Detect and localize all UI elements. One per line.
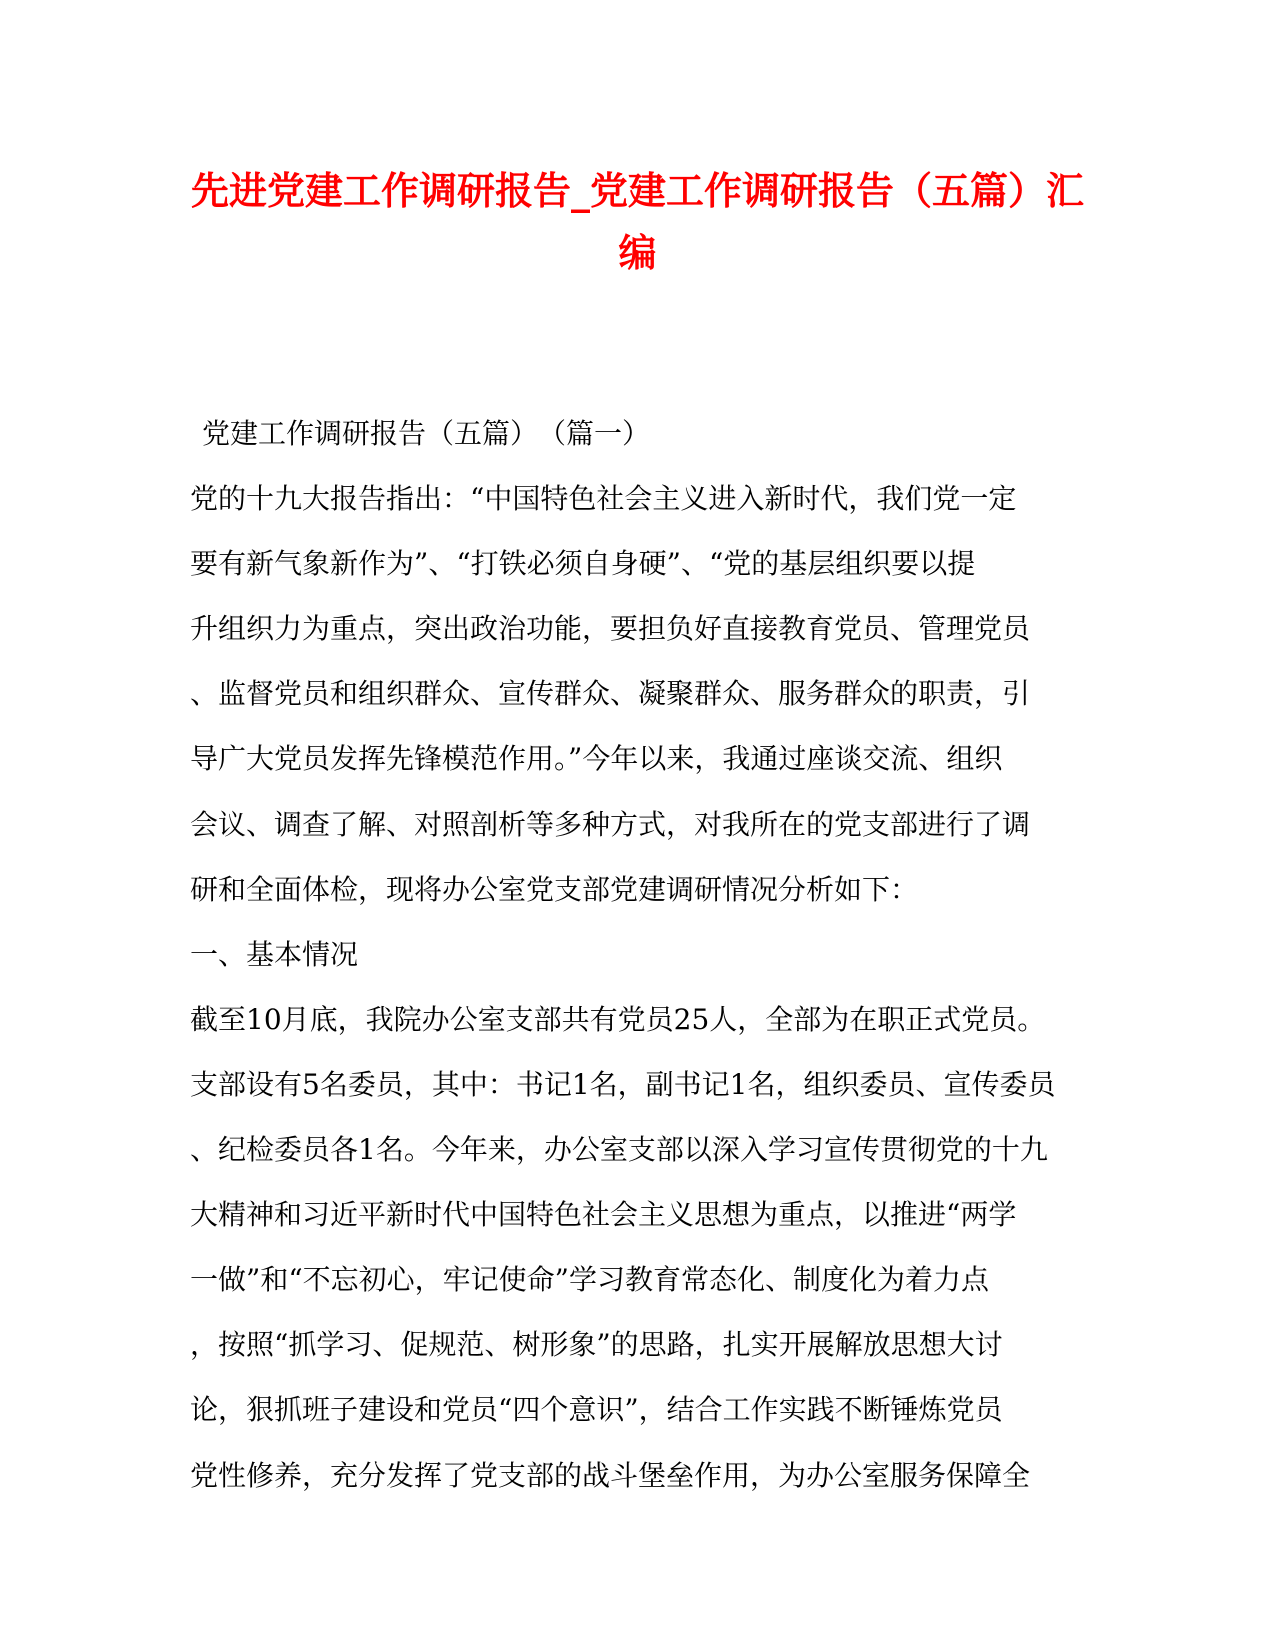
body-line: 会议、调查了解、对照剖析等多种方式，对我所在的党支部进行了调 (190, 807, 1031, 841)
document-body (190, 401, 1095, 1508)
body-line: 研和全面体检，现将办公室党支部党建调研情况分析如下： (190, 872, 919, 906)
body-line: ，按照“抓学习、促规范、树形象”的思路，扎实开展解放思想大讨 (190, 1328, 1003, 1362)
body-line: 一做”和“不忘初心，牢记使命”学习教育常态化、制度化为着力点 (190, 1263, 989, 1297)
body-line: 大精神和习近平新时代中国特色社会主义思想为重点，以推进“两学 (190, 1198, 1017, 1232)
title-line-1: 先进党建工作调研报告_党建工作调研报告（五篇）汇 (190, 168, 1084, 213)
body-line: 党性修养，充分发挥了党支部的战斗堡垒作用，为办公室服务保障全 (190, 1458, 1031, 1492)
section-subtitle: 党建工作调研报告（五篇） （篇一） (202, 417, 651, 450)
title-line-2: 编 (618, 230, 657, 275)
section-heading: 一、基本情况 (190, 937, 359, 971)
body-line: 截至10月底，我院办公室支部共有党员25人，全部为在职正式党员。 (190, 1002, 1046, 1036)
document-title (180, 160, 1095, 284)
body-line: 、纪检委员各1名。今年来，办公室支部以深入学习宣传贯彻党的十九 (190, 1133, 1048, 1167)
body-line: 要有新气象新作为”、“打铁必须自身硬”、“党的基层组织要以提 (190, 547, 976, 581)
body-line: 论，狠抓班子建设和党员“四个意识”，结合工作实践不断锤炼党员 (190, 1393, 1003, 1427)
body-line: 升组织力为重点，突出政治功能，要担负好直接教育党员、管理党员 (190, 612, 1031, 646)
body-line: 导广大党员发挥先锋模范作用。”今年以来，我通过座谈交流、组织 (190, 742, 1003, 776)
body-line: 党的十九大报告指出：“中国特色社会主义进入新时代，我们党一定 (190, 482, 1017, 516)
body-line: 支部设有5名委员，其中：书记1名，副书记1名，组织委员、宣传委员 (190, 1067, 1056, 1101)
body-line: 、监督党员和组织群众、宣传群众、凝聚群众、服务群众的职责，引 (190, 677, 1031, 711)
